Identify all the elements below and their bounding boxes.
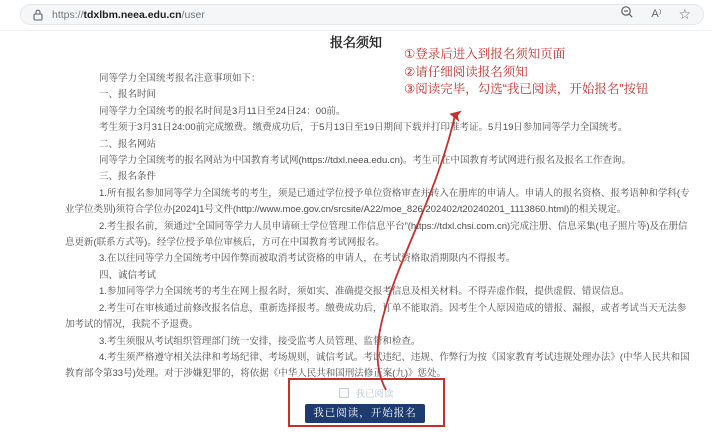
section-paragraph: 4.考生须严格遵守相关法律和考场纪律、考场规则，诚信考试。考试违纪、违规、作弊行为按《国家教育考试违规处理办法》(中华人民共和国教育部令第33号)处理。对于涉嫌犯罪的，将依据《中华人民共和国刑法修正案(九)》惩处。 [65,351,690,380]
red-annotation-steps [404,46,696,99]
url-text[interactable] [52,9,205,21]
notice-intro: 同等学力全国统考报名注意事项如下： [99,73,261,84]
notice-body [65,71,695,383]
url-path: /user [181,8,205,21]
section-heading: 三、报名条件 [99,171,157,183]
url-domain: tdxlbm.neea.edu.cn [83,8,182,21]
zoom-out-icon[interactable] [620,5,634,24]
section-paragraph: 2.考生报名前，须通过“全国同等学力人员申请硕士学位管理工作信息平台”(https://tdxl.chsi.com.cn)完成注册、信息采集(电子照片等)及在册信息更新(联系方式等)。经学位授予单位审核后，方可在中国教育考试网报名。 [65,220,688,249]
section-paragraph: 3.在以往同等学力全国统考中因作弊而被取消考试资格的申请人，在考试资格取消期限内不得报考。 [99,253,516,265]
registration-notice-page [0,30,712,441]
section-heading: 二、报名网站 [99,138,157,150]
section-paragraph: 同等学力全国统考的报名时间是3月11日至24日24：00前。 [99,105,346,117]
page-title: 报名须知 [329,35,382,50]
browser-toolbar [0,0,712,31]
annotation-line: ①登录后进入到报名须知页面 [404,47,566,61]
lock-icon[interactable] [33,9,43,21]
favorite-star-icon[interactable]: ☆ [678,6,691,22]
agree-checkbox-label: 我已阅读 [355,389,394,400]
section-paragraph: 同等学力全国统考的报名网站为中国教育考试网(https://tdxl.neea.edu.cn)。考生可在中国教育考试网进行报名及报名工作查询。 [99,155,632,167]
section-heading: 一、报名时间 [99,89,157,101]
start-registration-button[interactable]: 我已阅读，开始报名 [305,404,425,423]
section-heading: 四、诚信考试 [99,269,157,281]
section-paragraph: 1.所有报名参加同等学力全国统考的考生，须是已通过学位授予单位资格审查并转入在册库的申请人。申请人的报名资格、报考语种和学科(专业学位类别)须符合学位办[2024]1号文件(http://www.moe.gov.cn/srcsite/A22/moe_826/202402/t20240201_1113860.html)的相关规定。 [65,187,690,216]
annotation-line: ③阅读完毕，勾选“我已阅读，开始报名”按钮 [404,82,649,96]
address-bar[interactable] [20,4,704,25]
section-paragraph: 考生须于3月31日24:00前完成缴费。缴费成功后，于5月13日至19日期间下载并打印准考证。5月19日参加同等学力全国统考。 [99,122,628,134]
annotation-line: ②请仔细阅读报名须知 [404,64,528,79]
agree-row [288,386,445,400]
section-paragraph: 1.参加同等学力全国统考的考生在网上报名时，须如实、准确提交报考信息及相关材料。不得弄虚作假，提供虚假、错误信息。 [99,286,630,298]
section-paragraph: 2.考生可在审核通过前修改报名信息，重新选择报考。缴费成功后，订单不能取消。因考生个人原因造成的错报、漏报，或者考试当天无法参加考试的情况，我院不予退费。 [65,302,687,331]
url-scheme: https:// [52,8,84,21]
section-paragraph: 3.考生须服从考试组织管理部门统一安排，接受监考人员管理、监督和检查。 [99,335,421,347]
read-aloud-icon[interactable]: A⁾ [651,8,662,20]
agree-checkbox[interactable] [339,388,349,398]
